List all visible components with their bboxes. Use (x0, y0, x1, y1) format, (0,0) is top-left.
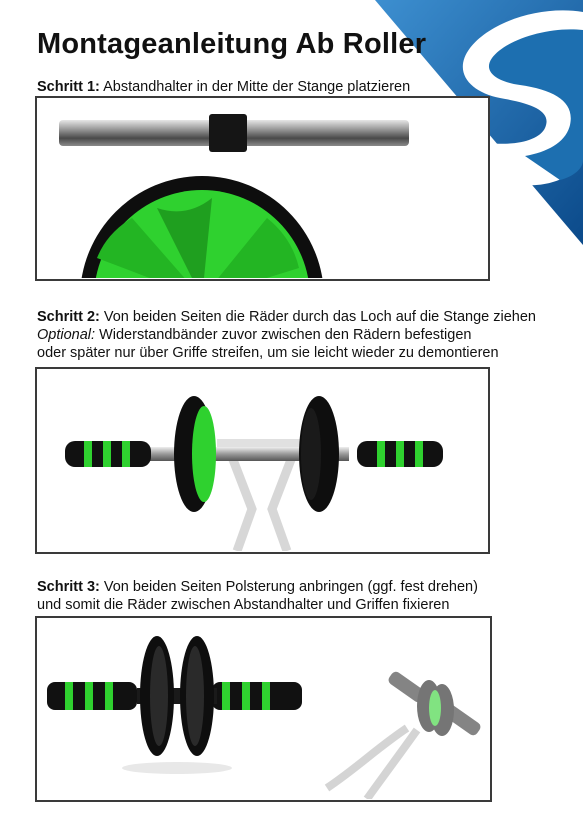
step-1-image (35, 96, 490, 281)
step-3-image (35, 616, 492, 802)
step-2-label: Schritt 2: (37, 309, 100, 325)
step-2-optional-text: Widerstandbänder zuvor zwischen den Rädern befestigen (99, 327, 472, 343)
page-title: Montageanleitung Ab Roller (37, 28, 427, 60)
step-3-line2: und somit die Räder zwischen Abstandhalter und Griffen fixieren (37, 597, 450, 613)
step-2-text: Von beiden Seiten die Räder durch das Loch auf die Stange ziehen (103, 309, 536, 325)
step-2-line3: oder später nur über Griffe streifen, um sie leicht wieder zu demontieren (37, 345, 499, 361)
step-3-instruction (37, 578, 478, 614)
step-1-text: Abstandhalter in der Mitte der Stange platzieren (103, 79, 411, 95)
step-1-instruction (37, 78, 410, 96)
step-2-image (35, 367, 490, 554)
step-1-label: Schritt 1: (37, 79, 100, 95)
step-3-text: Von beiden Seiten Polsterung anbringen (ggf. fest drehen) (103, 579, 478, 595)
step-2-optional-label: Optional: (37, 327, 96, 343)
step-2-instruction (37, 308, 536, 362)
step-3-label: Schritt 3: (37, 579, 100, 595)
